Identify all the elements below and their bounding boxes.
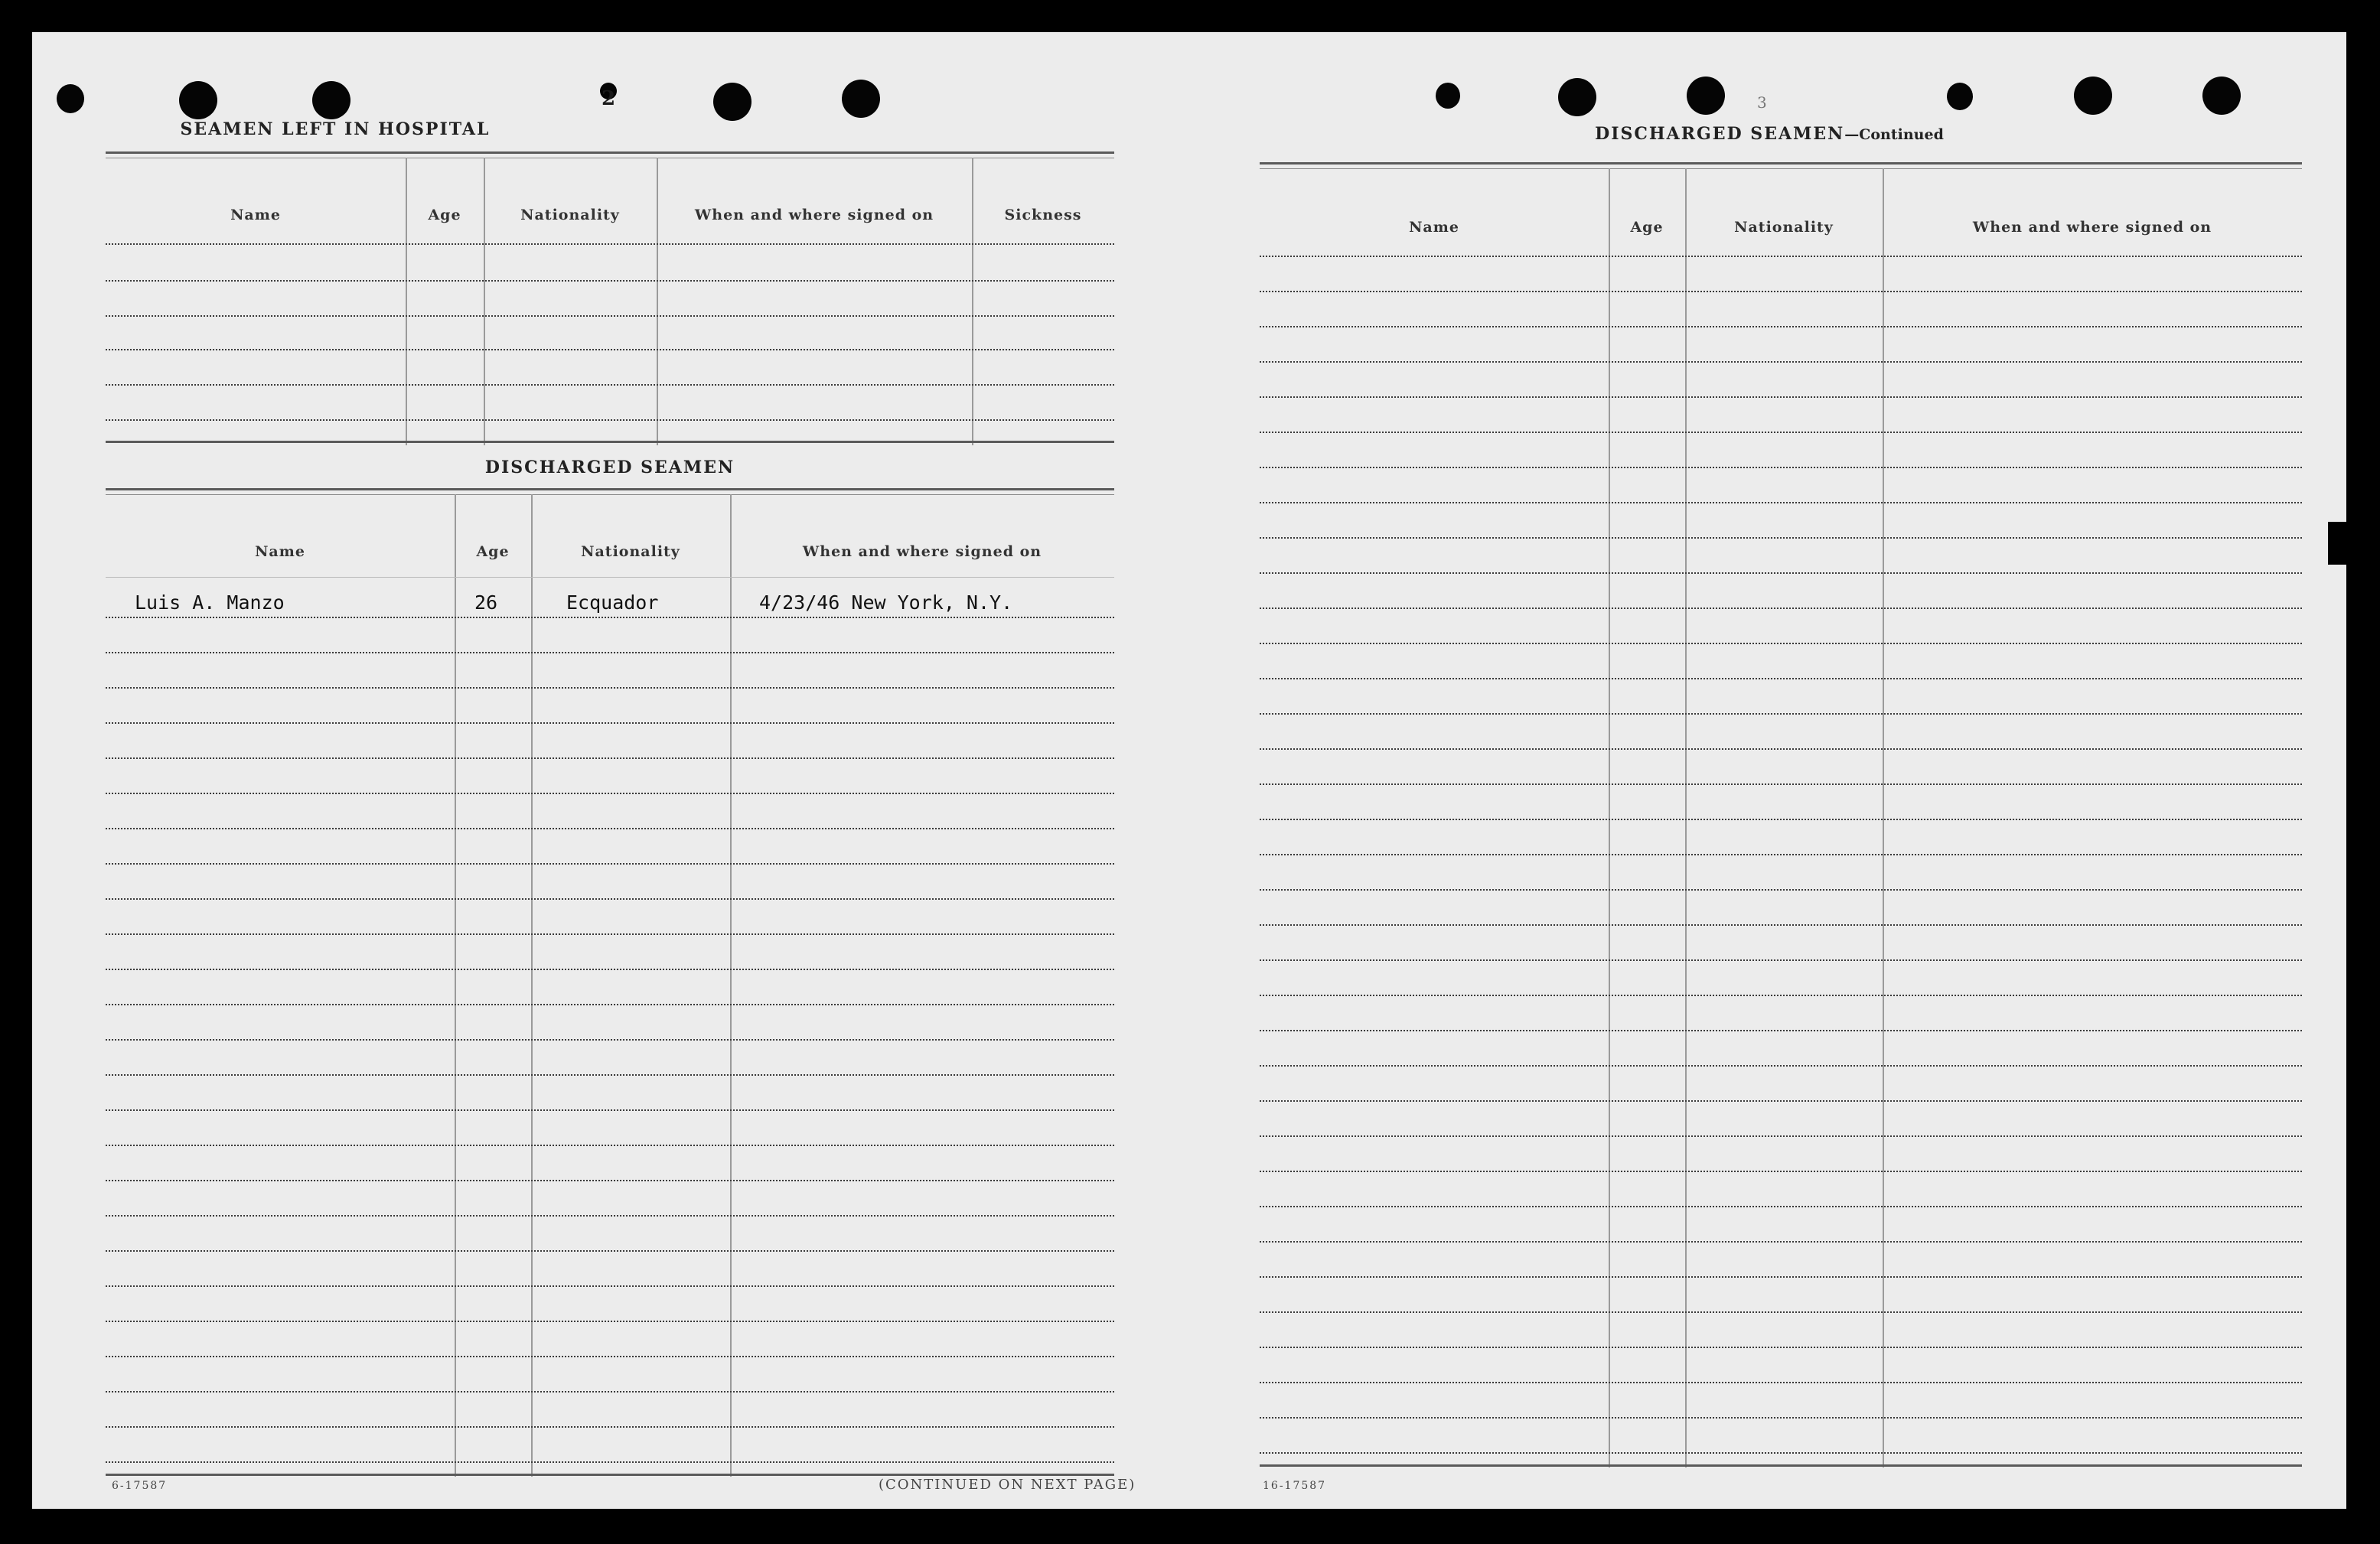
table-row	[1260, 1452, 2302, 1454]
table-row	[106, 722, 1114, 724]
punch-hole	[842, 80, 880, 118]
table-row	[106, 1180, 1114, 1181]
table-row	[1260, 572, 2302, 574]
table-row	[1260, 1030, 2302, 1031]
table-row	[106, 1074, 1114, 1076]
punch-hole	[713, 83, 751, 121]
column-header-age: Age	[1630, 219, 1664, 236]
column-header-name: Name	[230, 207, 281, 223]
punch-hole	[179, 81, 217, 119]
table-row	[106, 1039, 1114, 1041]
table-row	[1260, 819, 2302, 820]
column-header-age: Age	[428, 207, 461, 223]
punch-hole	[1436, 83, 1460, 109]
table-row	[1260, 783, 2302, 785]
table-row	[106, 1145, 1114, 1146]
table-row	[1260, 1276, 2302, 1278]
continued-note: (CONTINUED ON NEXT PAGE)	[879, 1477, 1136, 1493]
table-row	[106, 1004, 1114, 1005]
column-header-nationality: Nationality	[581, 543, 680, 560]
table-row	[106, 1215, 1114, 1217]
section-title-main: DISCHARGED SEAMEN	[1595, 124, 1845, 144]
seaman-age: 26	[474, 591, 498, 614]
hospital-table	[106, 151, 1114, 445]
section-title-seamen-left-in-hospital: SEAMEN LEFT IN HOSPITAL	[180, 119, 491, 139]
table-row	[1260, 643, 2302, 644]
seaman-name: Luis A. Manzo	[135, 591, 285, 614]
table-row	[106, 687, 1114, 689]
table-row	[106, 757, 1114, 759]
table-row	[1260, 1311, 2302, 1313]
seaman-nationality: Ecquador	[566, 591, 659, 614]
table-row	[1260, 1241, 2302, 1243]
table-row	[1260, 537, 2302, 539]
section-title-discharged-seamen-continued	[1563, 124, 1976, 144]
punch-hole	[57, 84, 84, 113]
table-row	[106, 1426, 1114, 1428]
table-row	[1260, 467, 2302, 468]
table-row	[106, 243, 1114, 245]
punch-hole	[1947, 83, 1973, 110]
table-row	[106, 793, 1114, 794]
punch-hole	[1687, 77, 1725, 115]
table-row	[1260, 326, 2302, 327]
table-row	[1260, 854, 2302, 855]
table-row	[106, 384, 1114, 386]
table-row	[106, 349, 1114, 350]
punch-hole	[1558, 78, 1596, 116]
table-row	[106, 1321, 1114, 1322]
punch-hole	[312, 81, 350, 119]
table-row	[106, 969, 1114, 970]
table-row	[106, 1250, 1114, 1252]
table-row	[1260, 502, 2302, 503]
column-header-sickness: Sickness	[1004, 207, 1082, 223]
table-row	[1260, 361, 2302, 363]
table-row	[106, 1285, 1114, 1287]
form-number: 6-17587	[112, 1480, 168, 1492]
table-row	[106, 315, 1114, 317]
table-row	[106, 1356, 1114, 1357]
page-number: 3	[1757, 93, 1767, 112]
punch-hole	[2202, 77, 2241, 115]
table-row	[1260, 924, 2302, 926]
table-row	[106, 280, 1114, 282]
column-header-signed-on: When and where signed on	[1972, 219, 2212, 236]
table-row	[1260, 748, 2302, 750]
table-row	[1260, 256, 2302, 257]
punch-hole	[2074, 77, 2112, 115]
column-header-nationality: Nationality	[1734, 219, 1834, 236]
form-number: 16-17587	[1263, 1480, 1327, 1492]
table-row	[106, 652, 1114, 653]
table-row	[1260, 396, 2302, 398]
table-row	[1260, 1382, 2302, 1383]
table-row	[1260, 678, 2302, 679]
table-row	[106, 419, 1114, 421]
discharged-seamen-continued-table	[1260, 162, 2302, 1467]
table-row	[106, 863, 1114, 865]
table-row	[1260, 1065, 2302, 1067]
table-row	[1260, 1135, 2302, 1137]
page-edge-notch	[2328, 522, 2348, 565]
table-row	[106, 828, 1114, 829]
table-row	[1260, 889, 2302, 891]
table-row	[106, 933, 1114, 935]
table-row	[1260, 959, 2302, 961]
table-row	[1260, 713, 2302, 715]
table-row	[106, 1391, 1114, 1393]
document-page-spread	[32, 32, 2346, 1509]
table-row	[1260, 291, 2302, 292]
table-row	[106, 591, 1114, 618]
table-row	[106, 898, 1114, 900]
table-row	[1260, 1417, 2302, 1419]
column-header-signed-on: When and where signed on	[694, 207, 934, 223]
column-header-name: Name	[255, 543, 305, 560]
discharged-seamen-table	[106, 488, 1114, 1477]
table-row	[106, 1461, 1114, 1463]
column-header-age: Age	[476, 543, 510, 560]
seaman-signed-on: 4/23/46 New York, N.Y.	[759, 591, 1013, 614]
table-row	[1260, 1347, 2302, 1348]
column-header-nationality: Nationality	[520, 207, 620, 223]
table-row	[1260, 1100, 2302, 1102]
column-header-name: Name	[1409, 219, 1459, 236]
table-row	[1260, 1171, 2302, 1172]
column-header-signed-on: When and where signed on	[802, 543, 1042, 560]
table-row	[1260, 995, 2302, 996]
table-row	[1260, 608, 2302, 609]
section-title-discharged-seamen: DISCHARGED SEAMEN	[484, 458, 735, 477]
section-title-suffix: —Continued	[1844, 126, 1944, 143]
table-row	[1260, 432, 2302, 433]
table-row	[106, 1109, 1114, 1111]
page-number: 2	[602, 87, 616, 110]
table-row	[1260, 1206, 2302, 1207]
